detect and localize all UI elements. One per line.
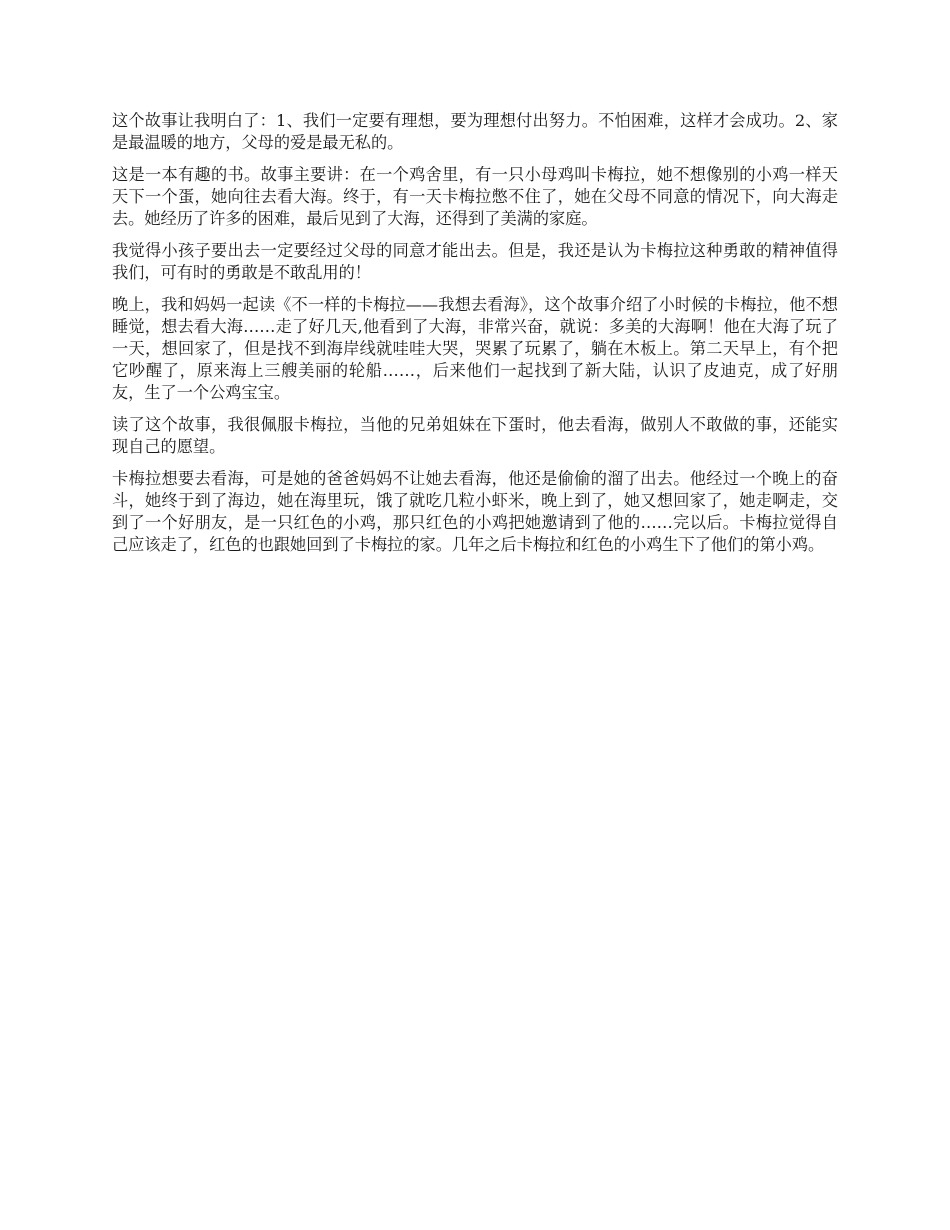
paragraph-5: 读了这个故事，我很佩服卡梅拉，当他的兄弟姐妹在下蛋时，他去看海，做别人不敢做的事，还能实现自己的愿望。 [112,415,838,456]
paragraph-4: 晚上，我和妈妈一起读《不一样的卡梅拉——我想去看海》，这个故事介绍了小时候的卡梅拉，他不想睡觉，想去看大海……走了好几天,他看到了大海，非常兴奋，就说：多美的大海啊！他在大海了玩了一天，想回家了，但是找不到海岸线就哇哇大哭，哭累了玩累了，躺在木板上。第二天早上，有个把它吵醒了，原来海上三艘美丽的轮船……，后来他们一起找到了新大陆，认识了皮迪克，成了好朋友，生了一个公鸡宝宝。 [112,295,838,402]
document-body [112,110,838,566]
paragraph-2: 这是一本有趣的书。故事主要讲：在一个鸡舍里，有一只小母鸡叫卡梅拉，她不想像别的小鸡一样天天下一个蛋，她向往去看大海。终于，有一天卡梅拉憋不住了，她在父母不同意的情况下，向大海走去。她经历了许多的困难，最后见到了大海，还得到了美满的家庭。 [112,165,838,228]
paragraph-1: 这个故事让我明白了：1、我们一定要有理想，要为理想付出努力。不怕困难，这样才会成功。2、家是最温暖的地方，父母的爱是最无私的。 [112,111,838,152]
paragraph-3: 我觉得小孩子要出去一定要经过父母的同意才能出去。但是，我还是认为卡梅拉这种勇敢的精神值得我们，可有时的勇敢是不敢乱用的！ [112,241,838,282]
paragraph-6: 卡梅拉想要去看海，可是她的爸爸妈妈不让她去看海，他还是偷偷的溜了出去。他经过一个晚上的奋斗，她终于到了海边，她在海里玩，饿了就吃几粒小虾米，晚上到了，她又想回家了，她走啊走，交到了一个好朋友，是一只红色的小鸡，那只红色的小鸡把她邀请到了他的……完以后。卡梅拉觉得自己应该走了，红色的也跟她回到了卡梅拉的家。几年之后卡梅拉和红色的小鸡生下了他们的第小鸡。 [112,469,838,554]
